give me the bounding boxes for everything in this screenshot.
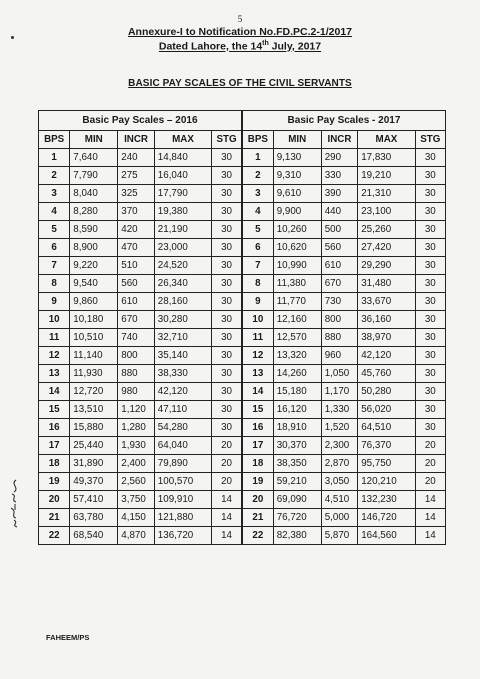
table-row: [39, 347, 446, 365]
cell-min-2017: 15,180: [273, 383, 321, 401]
cell-min-2016: 9,860: [70, 293, 118, 311]
cell-bps-2017: 10: [242, 311, 273, 329]
cell-bps-2016: 6: [39, 239, 70, 257]
cell-incr-2016: 4,870: [118, 527, 155, 545]
cell-bps-2017: 8: [242, 275, 273, 293]
cell-max-2017: 23,100: [358, 203, 415, 221]
table-row: [39, 401, 446, 419]
cell-min-2017: 10,620: [273, 239, 321, 257]
cell-min-2016: 8,900: [70, 239, 118, 257]
cell-max-2016: 21,190: [154, 221, 211, 239]
cell-bps-2016: 17: [39, 437, 70, 455]
cell-stg-2016: 30: [212, 401, 242, 419]
cell-min-2016: 9,220: [70, 257, 118, 275]
cell-min-2017: 9,610: [273, 185, 321, 203]
footer-initials: FAHEEM/PS: [46, 633, 90, 642]
table-row: [39, 275, 446, 293]
cell-stg-2017: 20: [415, 455, 445, 473]
cell-bps-2017: 4: [242, 203, 273, 221]
cell-incr-2016: 1,280: [118, 419, 155, 437]
table-row: [39, 437, 446, 455]
cell-min-2016: 68,540: [70, 527, 118, 545]
cell-max-2016: 42,120: [154, 383, 211, 401]
cell-incr-2016: 420: [118, 221, 155, 239]
table-row: [39, 221, 446, 239]
cell-bps-2017: 1: [242, 149, 273, 167]
cell-incr-2017: 440: [321, 203, 358, 221]
cell-incr-2017: 880: [321, 329, 358, 347]
cell-incr-2017: 560: [321, 239, 358, 257]
cell-incr-2016: 980: [118, 383, 155, 401]
cell-max-2017: 120,210: [358, 473, 415, 491]
cell-stg-2017: 30: [415, 275, 445, 293]
cell-min-2016: 25,440: [70, 437, 118, 455]
cell-stg-2016: 30: [212, 419, 242, 437]
cell-incr-2017: 500: [321, 221, 358, 239]
column-header-max-2016: MAX: [154, 131, 211, 149]
cell-bps-2017: 6: [242, 239, 273, 257]
cell-min-2017: 16,120: [273, 401, 321, 419]
cell-bps-2016: 8: [39, 275, 70, 293]
cell-incr-2017: 1,170: [321, 383, 358, 401]
handwritten-signature: [6, 478, 24, 528]
cell-min-2017: 12,570: [273, 329, 321, 347]
cell-bps-2016: 19: [39, 473, 70, 491]
cell-stg-2016: 30: [212, 167, 242, 185]
cell-stg-2016: 30: [212, 275, 242, 293]
date-suffix: July, 2017: [268, 40, 322, 53]
cell-incr-2016: 240: [118, 149, 155, 167]
cell-min-2017: 9,900: [273, 203, 321, 221]
cell-bps-2017: 16: [242, 419, 273, 437]
group-header-2016: Basic Pay Scales – 2016: [39, 111, 242, 131]
table-row: [39, 527, 446, 545]
cell-incr-2017: 3,050: [321, 473, 358, 491]
table-row: [39, 257, 446, 275]
cell-max-2017: 17,830: [358, 149, 415, 167]
cell-incr-2017: 2,300: [321, 437, 358, 455]
cell-max-2017: 132,230: [358, 491, 415, 509]
cell-incr-2016: 880: [118, 365, 155, 383]
cell-stg-2016: 20: [212, 437, 242, 455]
cell-bps-2017: 9: [242, 293, 273, 311]
cell-bps-2017: 19: [242, 473, 273, 491]
cell-stg-2017: 30: [415, 203, 445, 221]
cell-max-2016: 23,000: [154, 239, 211, 257]
cell-bps-2017: 17: [242, 437, 273, 455]
table-row: [39, 185, 446, 203]
cell-min-2016: 63,780: [70, 509, 118, 527]
column-header-stg-2017: STG: [415, 131, 445, 149]
cell-incr-2016: 4,150: [118, 509, 155, 527]
cell-bps-2016: 4: [39, 203, 70, 221]
cell-bps-2016: 21: [39, 509, 70, 527]
cell-min-2017: 9,130: [273, 149, 321, 167]
cell-incr-2017: 290: [321, 149, 358, 167]
cell-incr-2017: 960: [321, 347, 358, 365]
cell-max-2017: 27,420: [358, 239, 415, 257]
cell-incr-2016: 1,120: [118, 401, 155, 419]
cell-min-2017: 76,720: [273, 509, 321, 527]
cell-bps-2017: 21: [242, 509, 273, 527]
cell-max-2017: 50,280: [358, 383, 415, 401]
cell-max-2016: 24,520: [154, 257, 211, 275]
cell-min-2016: 8,280: [70, 203, 118, 221]
table-row: [39, 167, 446, 185]
cell-incr-2017: 1,520: [321, 419, 358, 437]
table-row: [39, 383, 446, 401]
cell-bps-2017: 20: [242, 491, 273, 509]
cell-stg-2017: 30: [415, 239, 445, 257]
cell-max-2017: 45,760: [358, 365, 415, 383]
cell-bps-2016: 9: [39, 293, 70, 311]
cell-stg-2017: 30: [415, 329, 445, 347]
cell-min-2016: 7,640: [70, 149, 118, 167]
cell-stg-2017: 30: [415, 365, 445, 383]
cell-min-2017: 9,310: [273, 167, 321, 185]
cell-stg-2016: 30: [212, 365, 242, 383]
cell-max-2017: 33,670: [358, 293, 415, 311]
pay-scales-table: [38, 110, 446, 545]
cell-max-2016: 100,570: [154, 473, 211, 491]
cell-stg-2017: 30: [415, 383, 445, 401]
cell-bps-2016: 20: [39, 491, 70, 509]
cell-min-2016: 31,890: [70, 455, 118, 473]
cell-bps-2017: 2: [242, 167, 273, 185]
cell-stg-2016: 30: [212, 239, 242, 257]
cell-max-2016: 64,040: [154, 437, 211, 455]
cell-max-2017: 36,160: [358, 311, 415, 329]
cell-incr-2017: 390: [321, 185, 358, 203]
cell-min-2017: 82,380: [273, 527, 321, 545]
table-row: [39, 329, 446, 347]
cell-stg-2016: 30: [212, 203, 242, 221]
cell-stg-2016: 30: [212, 257, 242, 275]
cell-min-2017: 11,380: [273, 275, 321, 293]
cell-min-2016: 15,880: [70, 419, 118, 437]
cell-incr-2016: 510: [118, 257, 155, 275]
cell-incr-2017: 4,510: [321, 491, 358, 509]
cell-bps-2017: 11: [242, 329, 273, 347]
cell-stg-2017: 30: [415, 311, 445, 329]
cell-bps-2016: 16: [39, 419, 70, 437]
notification-date: [0, 40, 480, 53]
cell-min-2016: 49,370: [70, 473, 118, 491]
cell-stg-2017: 30: [415, 185, 445, 203]
cell-min-2017: 59,210: [273, 473, 321, 491]
cell-min-2017: 10,990: [273, 257, 321, 275]
cell-min-2016: 12,720: [70, 383, 118, 401]
cell-incr-2016: 1,930: [118, 437, 155, 455]
column-header-bps-2016: BPS: [39, 131, 70, 149]
cell-max-2017: 21,310: [358, 185, 415, 203]
cell-stg-2016: 20: [212, 455, 242, 473]
cell-max-2016: 30,280: [154, 311, 211, 329]
cell-max-2016: 109,910: [154, 491, 211, 509]
cell-min-2017: 38,350: [273, 455, 321, 473]
cell-stg-2017: 30: [415, 401, 445, 419]
cell-incr-2016: 325: [118, 185, 155, 203]
cell-incr-2016: 3,750: [118, 491, 155, 509]
cell-stg-2016: 30: [212, 329, 242, 347]
cell-incr-2016: 2,400: [118, 455, 155, 473]
cell-max-2016: 79,890: [154, 455, 211, 473]
cell-stg-2017: 14: [415, 527, 445, 545]
cell-bps-2016: 15: [39, 401, 70, 419]
cell-max-2016: 121,880: [154, 509, 211, 527]
date-ordinal: th: [262, 40, 269, 47]
cell-min-2017: 30,370: [273, 437, 321, 455]
cell-stg-2016: 30: [212, 311, 242, 329]
cell-bps-2016: 3: [39, 185, 70, 203]
cell-min-2017: 69,090: [273, 491, 321, 509]
cell-stg-2017: 30: [415, 347, 445, 365]
cell-max-2017: 64,510: [358, 419, 415, 437]
cell-max-2016: 19,380: [154, 203, 211, 221]
column-header-incr-2017: INCR: [321, 131, 358, 149]
cell-min-2016: 11,930: [70, 365, 118, 383]
cell-bps-2016: 5: [39, 221, 70, 239]
cell-min-2017: 12,160: [273, 311, 321, 329]
cell-incr-2016: 740: [118, 329, 155, 347]
cell-stg-2016: 30: [212, 293, 242, 311]
cell-incr-2017: 670: [321, 275, 358, 293]
date-prefix: Dated Lahore, the 14: [158, 40, 263, 53]
column-header-min-2016: MIN: [70, 131, 118, 149]
cell-bps-2016: 13: [39, 365, 70, 383]
cell-incr-2017: 5,870: [321, 527, 358, 545]
cell-max-2017: 76,370: [358, 437, 415, 455]
cell-incr-2016: 670: [118, 311, 155, 329]
table-row: [39, 509, 446, 527]
cell-bps-2017: 13: [242, 365, 273, 383]
cell-incr-2017: 5,000: [321, 509, 358, 527]
cell-max-2016: 35,140: [154, 347, 211, 365]
cell-min-2016: 9,540: [70, 275, 118, 293]
cell-bps-2016: 11: [39, 329, 70, 347]
table-row: [39, 239, 446, 257]
cell-max-2017: 164,560: [358, 527, 415, 545]
cell-min-2017: 13,320: [273, 347, 321, 365]
cell-bps-2016: 10: [39, 311, 70, 329]
cell-min-2016: 8,040: [70, 185, 118, 203]
cell-max-2016: 16,040: [154, 167, 211, 185]
table-row: [39, 491, 446, 509]
cell-stg-2016: 30: [212, 383, 242, 401]
cell-stg-2017: 20: [415, 437, 445, 455]
cell-bps-2017: 22: [242, 527, 273, 545]
cell-stg-2017: 30: [415, 257, 445, 275]
cell-max-2017: 95,750: [358, 455, 415, 473]
cell-max-2016: 26,340: [154, 275, 211, 293]
column-header-bps-2017: BPS: [242, 131, 273, 149]
table-row: [39, 455, 446, 473]
cell-stg-2016: 30: [212, 347, 242, 365]
cell-max-2017: 25,260: [358, 221, 415, 239]
cell-incr-2017: 330: [321, 167, 358, 185]
cell-stg-2017: 30: [415, 221, 445, 239]
cell-max-2016: 136,720: [154, 527, 211, 545]
cell-stg-2017: 14: [415, 491, 445, 509]
cell-stg-2017: 14: [415, 509, 445, 527]
cell-incr-2016: 2,560: [118, 473, 155, 491]
cell-incr-2016: 610: [118, 293, 155, 311]
group-header-row: [39, 111, 446, 131]
cell-min-2016: 7,790: [70, 167, 118, 185]
cell-stg-2017: 20: [415, 473, 445, 491]
cell-bps-2016: 1: [39, 149, 70, 167]
cell-incr-2016: 800: [118, 347, 155, 365]
cell-min-2016: 11,140: [70, 347, 118, 365]
cell-stg-2016: 30: [212, 185, 242, 203]
cell-bps-2017: 3: [242, 185, 273, 203]
cell-max-2016: 14,840: [154, 149, 211, 167]
cell-min-2016: 10,180: [70, 311, 118, 329]
column-header-min-2017: MIN: [273, 131, 321, 149]
cell-incr-2016: 560: [118, 275, 155, 293]
cell-incr-2016: 275: [118, 167, 155, 185]
table-row: [39, 473, 446, 491]
cell-incr-2017: 1,330: [321, 401, 358, 419]
cell-max-2016: 17,790: [154, 185, 211, 203]
column-header-row: [39, 131, 446, 149]
table-row: [39, 203, 446, 221]
cell-incr-2017: 1,050: [321, 365, 358, 383]
cell-stg-2017: 30: [415, 167, 445, 185]
cell-stg-2016: 30: [212, 221, 242, 239]
table-row: [39, 293, 446, 311]
cell-max-2017: 56,020: [358, 401, 415, 419]
cell-stg-2016: 14: [212, 509, 242, 527]
notification-title: Annexure-I to Notification No.FD.PC.2-1/2017: [127, 26, 353, 38]
cell-max-2016: 47,110: [154, 401, 211, 419]
cell-stg-2016: 30: [212, 149, 242, 167]
cell-bps-2016: 18: [39, 455, 70, 473]
table-row: [39, 365, 446, 383]
cell-bps-2017: 18: [242, 455, 273, 473]
cell-stg-2017: 30: [415, 419, 445, 437]
document-subtitle: BASIC PAY SCALES OF THE CIVIL SERVANTS: [128, 78, 352, 89]
cell-max-2016: 54,280: [154, 419, 211, 437]
cell-bps-2017: 14: [242, 383, 273, 401]
cell-max-2017: 29,290: [358, 257, 415, 275]
cell-min-2016: 57,410: [70, 491, 118, 509]
column-header-max-2017: MAX: [358, 131, 415, 149]
cell-stg-2016: 20: [212, 473, 242, 491]
cell-bps-2017: 12: [242, 347, 273, 365]
cell-min-2016: 10,510: [70, 329, 118, 347]
cell-bps-2016: 14: [39, 383, 70, 401]
cell-min-2016: 8,590: [70, 221, 118, 239]
table-body: [39, 149, 446, 545]
cell-max-2017: 38,970: [358, 329, 415, 347]
cell-bps-2016: 7: [39, 257, 70, 275]
table-row: [39, 149, 446, 167]
cell-bps-2017: 7: [242, 257, 273, 275]
cell-max-2017: 19,210: [358, 167, 415, 185]
cell-min-2017: 18,910: [273, 419, 321, 437]
cell-max-2017: 42,120: [358, 347, 415, 365]
cell-stg-2017: 30: [415, 149, 445, 167]
cell-bps-2016: 2: [39, 167, 70, 185]
column-header-stg-2016: STG: [212, 131, 242, 149]
cell-max-2016: 38,330: [154, 365, 211, 383]
cell-max-2017: 31,480: [358, 275, 415, 293]
cell-incr-2017: 610: [321, 257, 358, 275]
page-number: 5: [237, 14, 243, 24]
cell-bps-2016: 12: [39, 347, 70, 365]
cell-incr-2017: 800: [321, 311, 358, 329]
column-header-incr-2016: INCR: [118, 131, 155, 149]
cell-min-2017: 14,260: [273, 365, 321, 383]
cell-min-2016: 13,510: [70, 401, 118, 419]
cell-bps-2016: 22: [39, 527, 70, 545]
cell-incr-2017: 2,870: [321, 455, 358, 473]
cell-max-2016: 28,160: [154, 293, 211, 311]
cell-incr-2017: 730: [321, 293, 358, 311]
cell-stg-2016: 14: [212, 491, 242, 509]
group-header-2017: Basic Pay Scales - 2017: [242, 111, 446, 131]
cell-stg-2017: 30: [415, 293, 445, 311]
table-row: [39, 311, 446, 329]
cell-max-2016: 32,710: [154, 329, 211, 347]
cell-min-2017: 10,260: [273, 221, 321, 239]
cell-max-2017: 146,720: [358, 509, 415, 527]
cell-stg-2016: 14: [212, 527, 242, 545]
cell-min-2017: 11,770: [273, 293, 321, 311]
cell-bps-2017: 15: [242, 401, 273, 419]
cell-incr-2016: 370: [118, 203, 155, 221]
cell-incr-2016: 470: [118, 239, 155, 257]
cell-bps-2017: 5: [242, 221, 273, 239]
table-row: [39, 419, 446, 437]
